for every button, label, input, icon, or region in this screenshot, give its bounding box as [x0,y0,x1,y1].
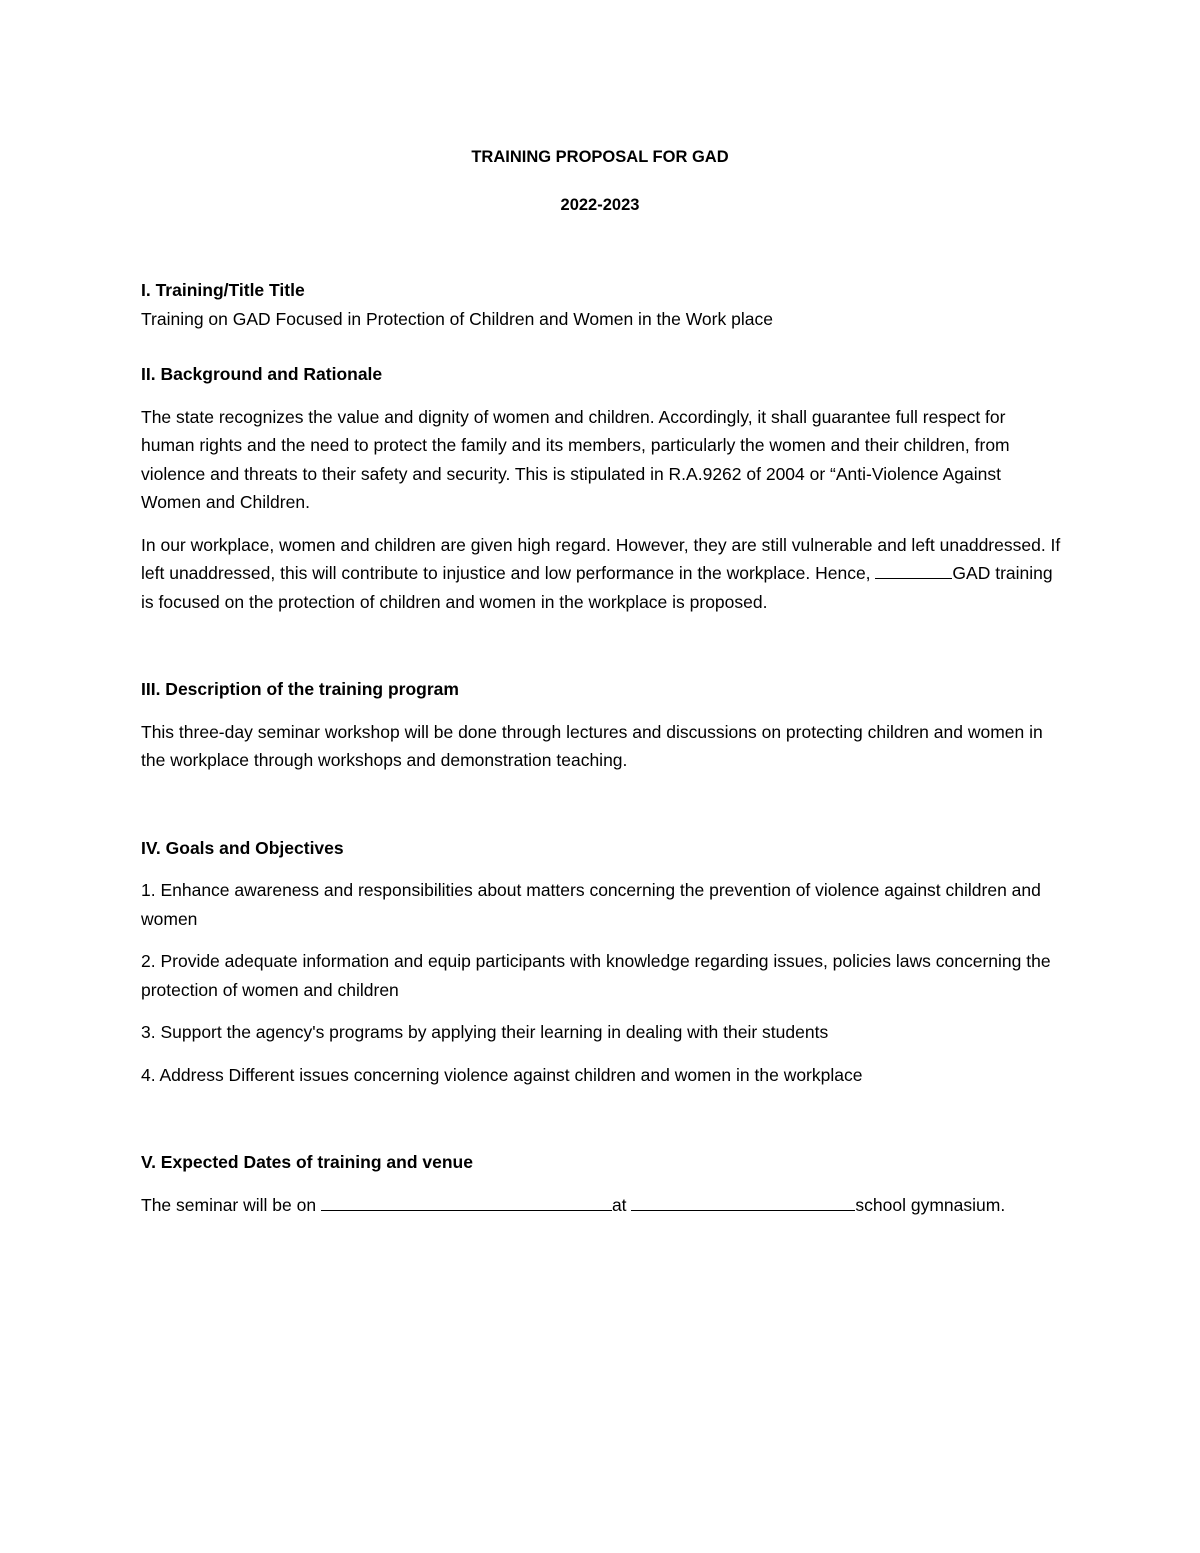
section-5-text-middle: at [611,1194,632,1215]
objective-item: 3. Support the agency's programs by applying their learning in dealing with their students [141,1022,829,1042]
objective-item: 1. Enhance awareness and responsibilities about matters concerning the prevention of violence against children and women [141,880,1041,929]
section-2-paragraph-2-start: In our workplace, women and children are given high regard. However, they are still vulnerable and left unaddressed. If left unaddressed, this will contribute to injustice and low performance in the workplace. Hence, [141,534,1061,583]
section-1-body: Training on GAD Focused in Protection of Children and Women in the Work place [141,308,773,329]
section-2-heading: II. Background and Rationale [141,364,383,384]
section-5-heading: V. Expected Dates of training and venue [141,1152,473,1172]
section-5-text-start: The seminar will be on [141,1194,321,1215]
section-5-text-end: school gymnasium. [855,1194,1006,1215]
section-5-body [141,1191,1061,1220]
document-year: 2022-2023 [560,196,640,214]
section-2-paragraph-2-end: GAD training is focused on the protection of children and women in the workplace is proposed. [141,563,1053,612]
venue-blank-line [631,1192,855,1211]
section-3-heading: III. Description of the training program [141,679,459,699]
objective-item: 4. Address Different issues concerning violence against children and women in the workplace [141,1064,863,1085]
date-blank-line [321,1192,612,1211]
section-4-heading: IV. Goals and Objectives [141,837,344,858]
section-2-paragraph-2 [141,531,1061,617]
objective-item: 2. Provide adequate information and equip participants with knowledge regarding issues, policies laws concerning the protection of women and children [141,951,1051,1000]
document-content [141,140,1061,1219]
document-title: TRAINING PROPOSAL FOR GAD [471,148,729,166]
section-1-heading: I. Training/Title Title [141,280,305,300]
section-2-paragraph-1: The state recognizes the value and dignity of women and children. Accordingly, it shall guarantee full respect for human rights and the need to protect the family and its members, particularly the women and their children, from violence and threats to their safety and security. This is stipulated in R.A.9262 of 2004 or “Anti-Violence Against Women and Children. [141,406,1010,512]
fill-in-blank-line [875,560,952,579]
section-3-body: This three-day seminar workshop will be done through lectures and discussions on protecting children and women in the workplace through workshops and demonstration teaching. [141,721,1043,770]
